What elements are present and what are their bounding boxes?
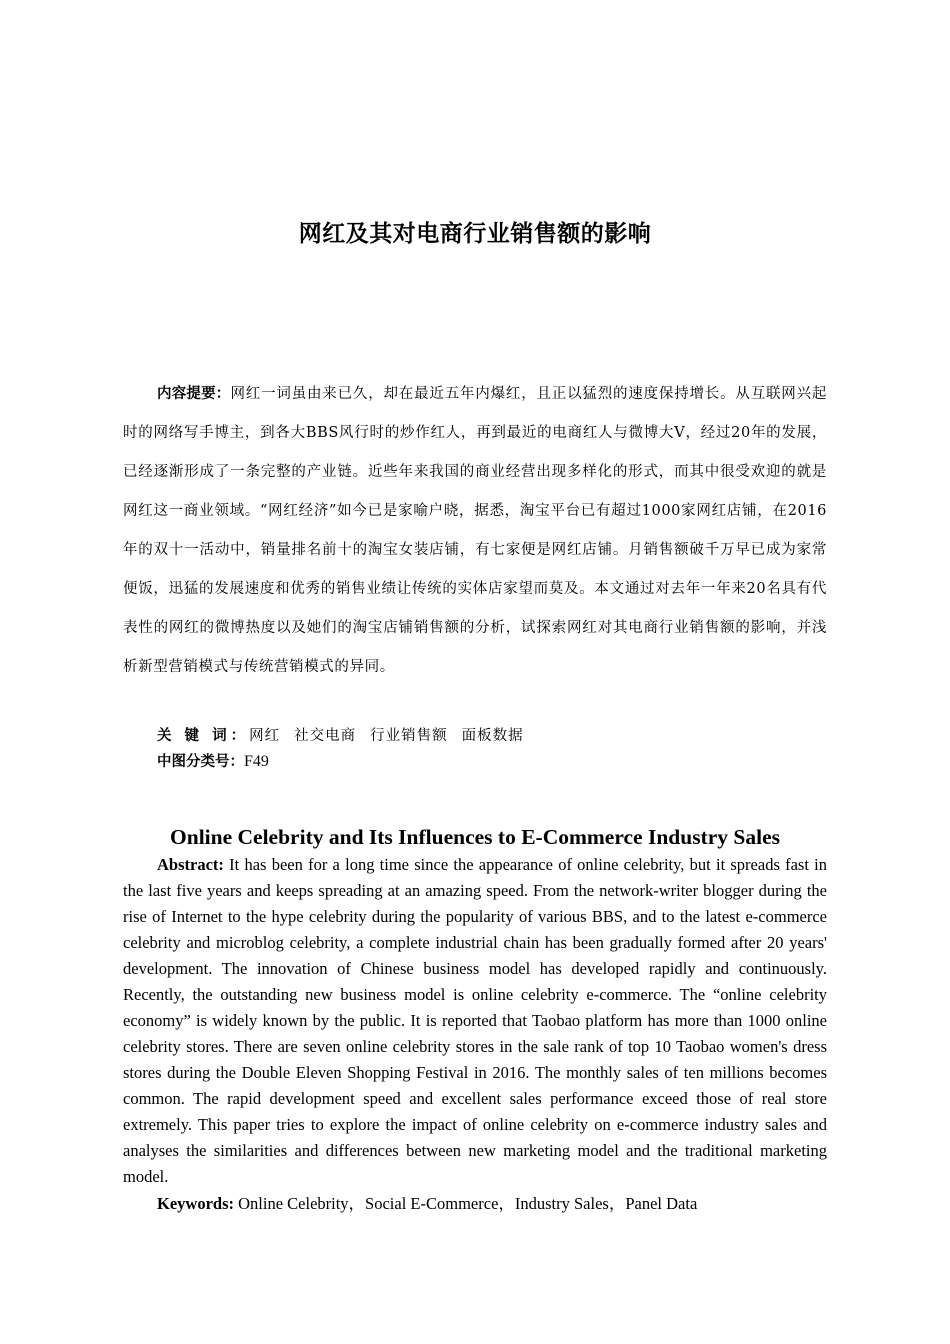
classification-label: 中图分类号： <box>157 754 244 770</box>
chinese-title: 网红及其对电商行业销售额的影响 <box>298 221 652 247</box>
keyword-item: 网红 <box>249 728 281 744</box>
chinese-abstract-text: 网红一词虽由来已久，却在最近五年内爆红，且正以猛烈的速度保持增长。从互联网兴起时的网络写手博主，到各大BBS风行时的炒作红人，再到最近的电商红人与微博大V，经过20年的发展，已经逐渐形成了一条完整的产业链。近些年来我国的商业经营出现多样化的形式，而其中很受欢迎的就是网红这一商业领域。“网红经济”如今已是家喻户晓，据悉，淘宝平台已有超过1000家网红店铺，在2016年的双十一活动中，销量排名前十的淘宝女装店铺，有七家便是网红店铺。月销售额破千万早已成为家常便饭，迅猛的发展速度和优秀的销售业绩让传统的实体店家望而莫及。本文通过对去年一年来20名具有代表性的网红的微博热度以及她们的淘宝店铺销售额的分析，试探索网红对其电商行业销售额的影响，并浅析新型营销模式与传统营销模式的异同。 <box>123 386 827 675</box>
english-abstract-text: It has been for a long time since the appearance of online celebrity, but it spreads fast in the last five years and keeps spreading at an amazing speed. From the network-writer blogger during the rise of Internet to the hype celebrity during the popularity of various BBS, and to the latest e-commerce celebrity and microblog celebrity, a complete industrial chain has been gradually formed after 20 years' development. The innovation of Chinese business model has developed rapidly and continuously. Recently, the outstanding new business model is online celebrity e-commerce. The “online celebrity economy” is widely known by the public. It is reported that Taobao platform has more than 1000 online celebrity stores. There are seven online celebrity stores in the sale rank of top 10 Taobao women's dress stores during the Double Eleven Shopping Festival in 2016. The monthly sales of ten millions becomes common. The rapid development speed and excellent sales performance exceed those of real store extremely. This paper tries to explore the impact of online celebrity on e-commerce industry sales and analyses the similarities and differences between new marketing model and the traditional marketing model. <box>123 855 827 1186</box>
keyword-item: 社交电商 <box>294 728 357 744</box>
english-abstract-label: Abstract: <box>157 855 224 874</box>
english-keywords-label: Keywords: <box>157 1194 234 1213</box>
english-keywords <box>157 1191 837 1217</box>
classification-number <box>157 749 837 775</box>
keyword-item: 行业销售额 <box>370 728 448 744</box>
english-abstract <box>123 852 827 1190</box>
english-title: Online Celebrity and Its Influences to E-Commerce Industry Sales <box>170 825 780 849</box>
chinese-keywords-label: 关 键 词： <box>157 728 250 744</box>
keyword-item: 面板数据 <box>461 728 524 744</box>
classification-value: F49 <box>244 753 269 770</box>
chinese-abstract-label: 内容提要： <box>157 386 231 402</box>
chinese-abstract <box>123 375 827 687</box>
chinese-keywords <box>157 724 837 749</box>
english-keywords-text: Online Celebrity，Social E-Commerce，Industry Sales，Panel Data <box>234 1194 698 1213</box>
